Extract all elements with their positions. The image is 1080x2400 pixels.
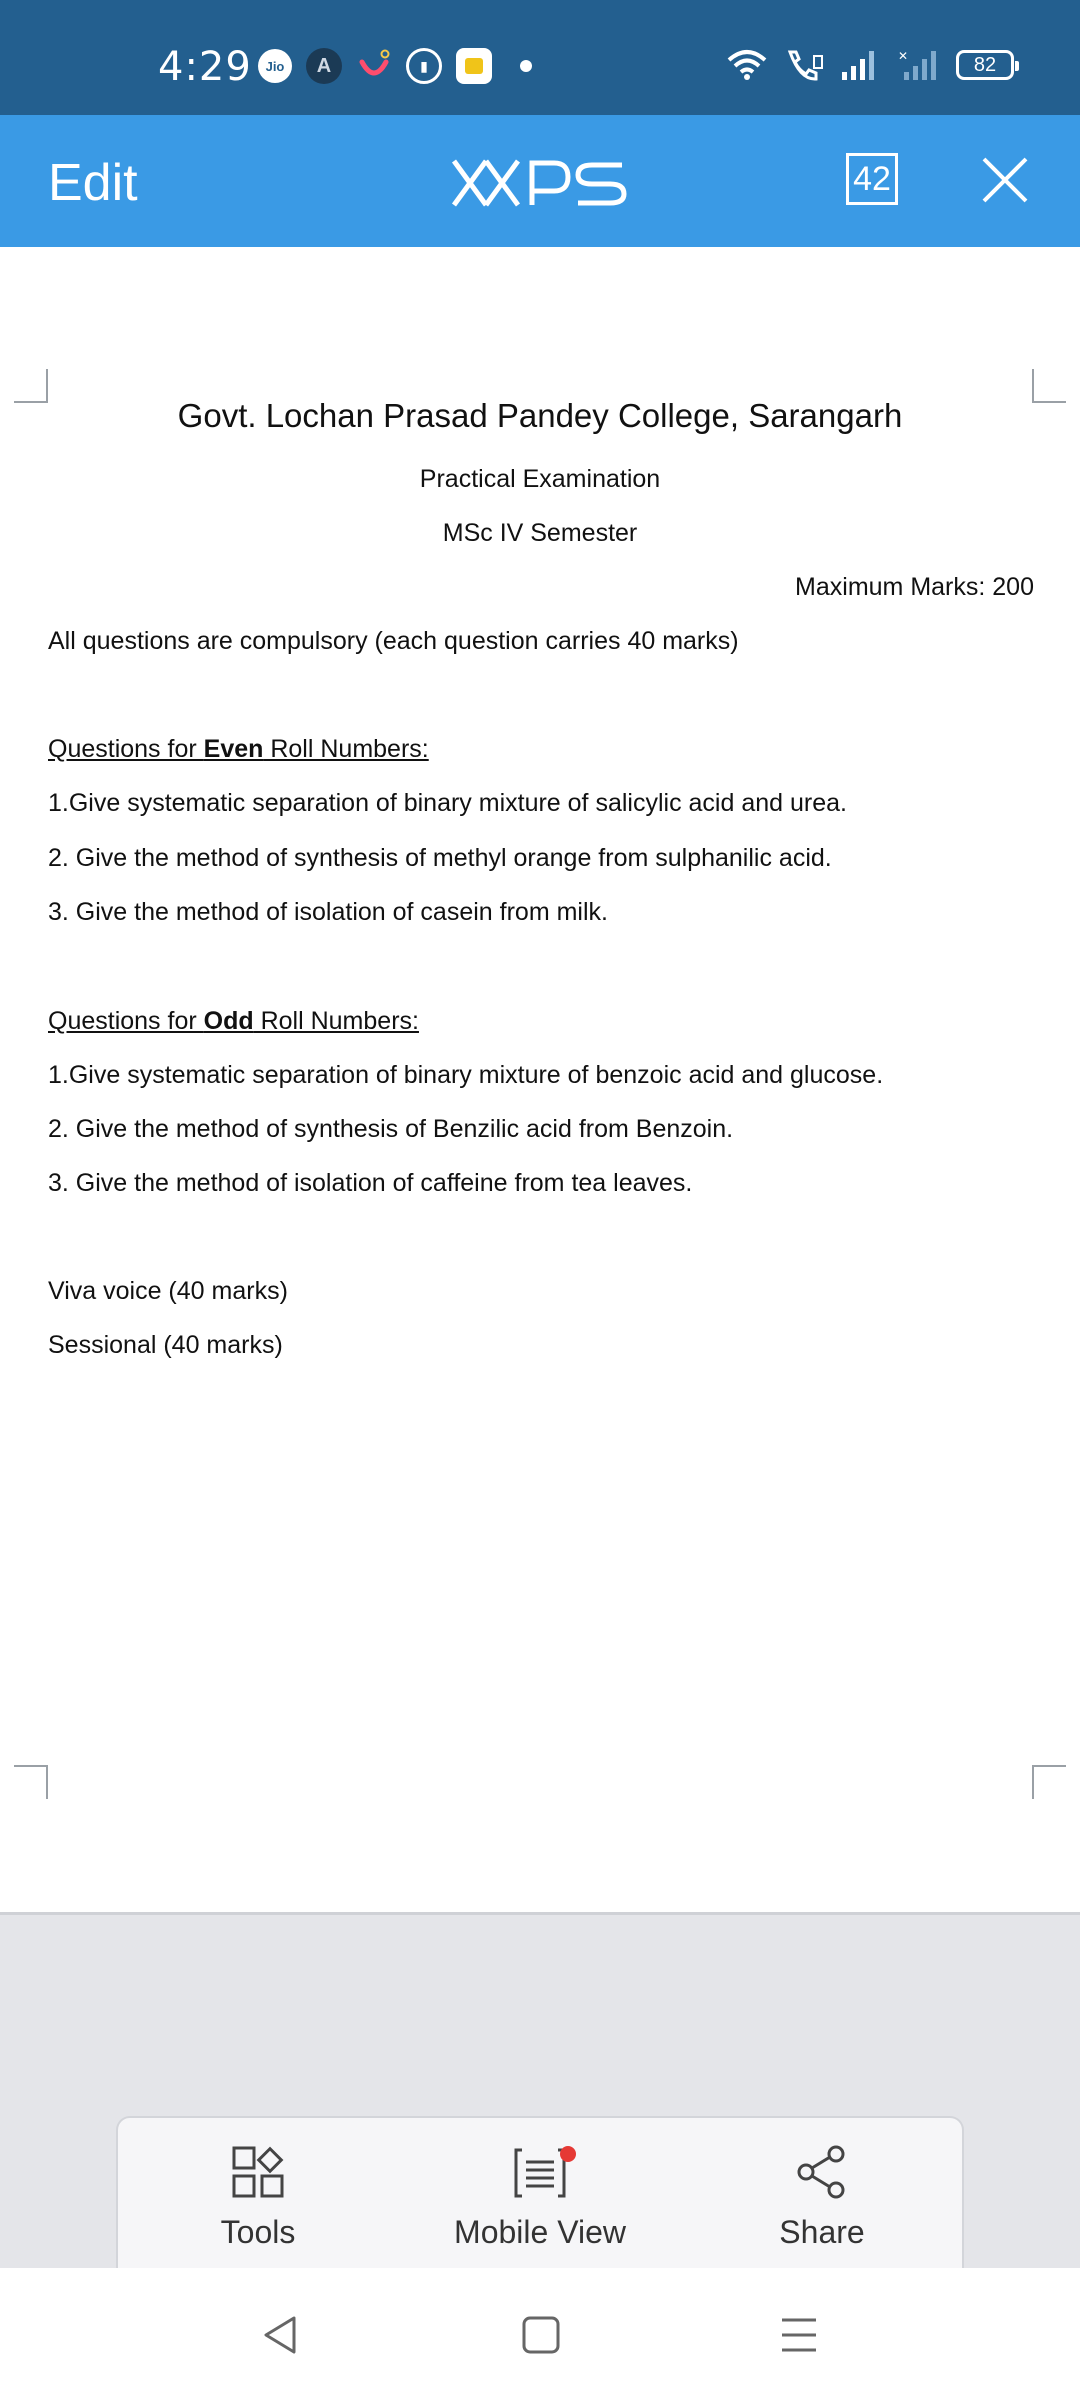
page-count-button[interactable]: 42 — [846, 153, 898, 205]
new-badge-dot — [560, 2146, 576, 2162]
semester-title: MSc IV Semester — [442, 519, 638, 547]
system-nav-bar — [0, 2268, 1080, 2400]
tools-button[interactable] — [138, 2142, 378, 2251]
odd-questions-heading: Questions for Odd Roll Numbers: — [48, 1007, 419, 1035]
tools-label: Tools — [220, 2214, 296, 2250]
wps-logo — [450, 157, 630, 209]
home-icon[interactable] — [518, 2312, 564, 2358]
status-notification-icons — [258, 48, 532, 84]
wifi-icon — [726, 48, 768, 82]
wallet-app-icon — [456, 48, 492, 84]
share-label: Share — [779, 2214, 865, 2250]
mobile-view-label: Mobile View — [454, 2214, 626, 2250]
menu-icon[interactable] — [776, 2312, 822, 2358]
signal-icon — [840, 48, 880, 82]
status-bar — [0, 0, 1080, 115]
tools-icon — [228, 2142, 288, 2202]
jio-icon: Jio — [258, 49, 292, 83]
exam-title: Practical Examination — [419, 465, 661, 493]
edit-button[interactable]: Edit — [48, 154, 138, 212]
page-corner-marker — [14, 1765, 48, 1799]
share-button[interactable] — [702, 2142, 942, 2251]
bottom-toolbar — [116, 2116, 964, 2268]
max-marks: Maximum Marks: 200 — [795, 573, 1034, 601]
odd-question-item: 3. Give the method of isolation of caffeine from tea leaves. — [48, 1169, 693, 1197]
sessional-line: Sessional (40 marks) — [48, 1331, 283, 1359]
even-question-item: 1.Give systematic separation of binary mixture of salicylic acid and urea. — [48, 789, 847, 817]
even-question-item: 3. Give the method of isolation of casein from milk. — [48, 898, 608, 926]
status-time: 4:29 — [158, 44, 252, 90]
app-header — [0, 115, 1080, 247]
instructions: All questions are compulsory (each question carries 40 marks) — [48, 627, 739, 655]
document-page[interactable] — [0, 247, 1080, 1915]
mobile-view-button[interactable] — [420, 2142, 660, 2251]
signal-no-service-icon — [896, 48, 940, 82]
notification-dot-icon — [520, 60, 532, 72]
odd-question-item: 1.Give systematic separation of binary mixture of benzoic acid and glucose. — [48, 1061, 884, 1089]
even-questions-heading: Questions for Even Roll Numbers: — [48, 735, 429, 763]
college-title: Govt. Lochan Prasad Pandey College, Sarangarh — [177, 397, 903, 434]
share-icon — [792, 2142, 852, 2202]
close-icon[interactable] — [980, 155, 1030, 205]
viva-line: Viva voice (40 marks) — [48, 1277, 288, 1305]
even-question-item: 2. Give the method of synthesis of methyl orange from sulphanilic acid. — [48, 844, 832, 872]
page-corner-marker — [1032, 1765, 1066, 1799]
svg-text:✕: ✕ — [898, 49, 909, 63]
status-system-icons — [726, 48, 1014, 82]
back-icon[interactable] — [258, 2312, 304, 2358]
message-icon: ▮ — [406, 48, 442, 84]
smile-app-icon — [356, 48, 392, 84]
battery-icon: 82 — [956, 50, 1014, 80]
a-app-icon: A — [306, 48, 342, 84]
call-icon — [784, 48, 824, 82]
odd-question-item: 2. Give the method of synthesis of Benzilic acid from Benzoin. — [48, 1115, 734, 1143]
